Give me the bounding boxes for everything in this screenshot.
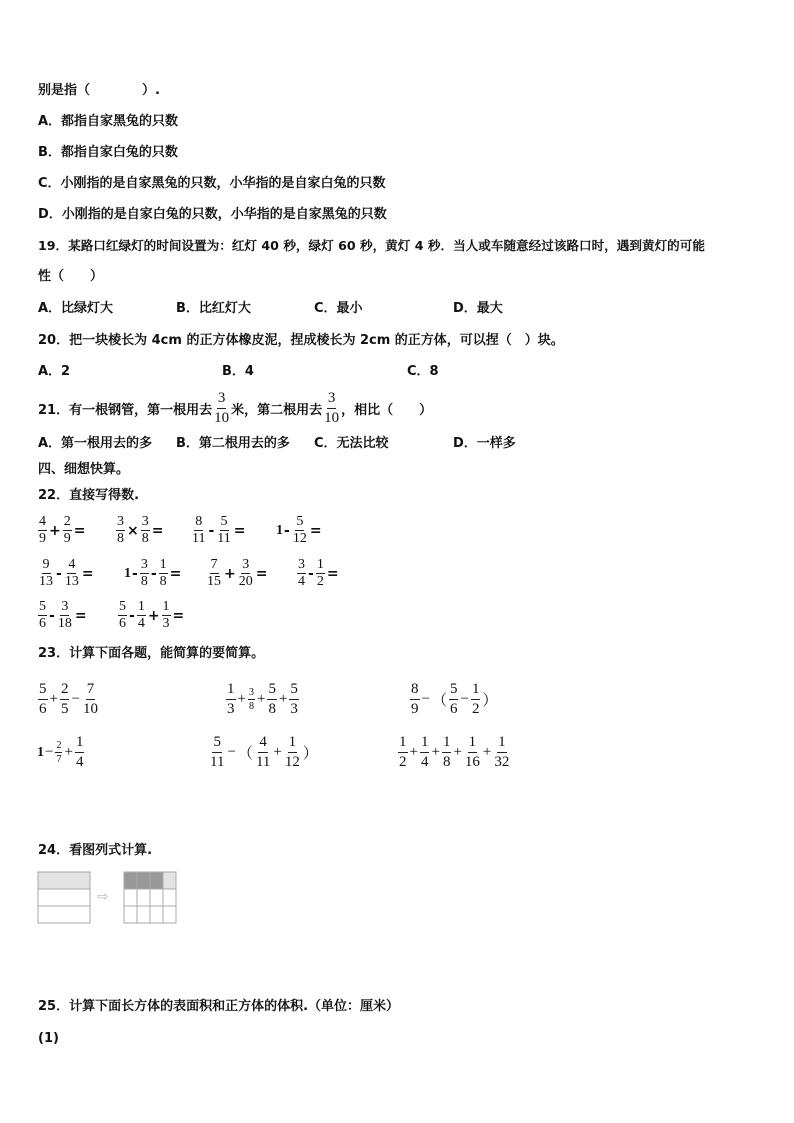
fraction: $\frac{3}{8}$ — [117, 514, 124, 546]
fraction: $\frac{5}{11}$ — [210, 734, 225, 770]
section-four-heading: 四、细想快算。 — [38, 462, 130, 477]
fraction: $\frac{5}{6}$ — [449, 681, 458, 717]
q25-subpart-1: (1) — [38, 1031, 59, 1046]
arrow-right-icon: ⇨ — [97, 889, 109, 905]
q21-option-a: A．第一根用去的多 — [38, 436, 153, 451]
q22-r3-item2: $\frac{5}{6}$ - $\frac{1}{4}$ + $\frac{1}{3}$ = — [119, 599, 185, 631]
fraction: $\frac{1}{2}$ — [471, 681, 480, 717]
q21-option-c: C．无法比较 — [314, 436, 389, 451]
q22-r2-item4: $\frac{3}{4}$ - $\frac{1}{2}$ = — [298, 557, 339, 589]
q23-expression-6: $\frac{1}{2}$ + $\frac{1}{4}$ + $\frac{1}{8}$ + $\frac{1}{16}$ + $\frac{1}{32}$ — [399, 734, 510, 770]
fraction: $\frac{1}{4}$ — [137, 599, 145, 631]
q20-option-a: A．2 — [38, 364, 71, 379]
fraction: $\frac{9}{13}$ — [39, 557, 53, 589]
fraction: $\frac{1}{2}$ — [316, 557, 324, 589]
fraction: $\frac{5}{12}$ — [292, 514, 307, 546]
fraction: $\frac{1}{8}$ — [442, 734, 451, 770]
q20-stem: 20．把一块棱长为 4cm 的正方体橡皮泥，捏成棱长为 2cm 的正方体，可以捏（ ）块。 — [38, 333, 564, 348]
q19-stem-line1: 19．某路口红绿灯的时间设置为：红灯 40 秒，绿灯 60 秒，黄灯 4 秒．当人或车随意经过该路口时，遇到黄灯的可能 — [38, 238, 705, 253]
q22-r1-item2: $\frac{3}{8}$ × $\frac{3}{8}$ = — [117, 514, 164, 546]
fraction: $\frac{2}{9}$ — [63, 514, 71, 546]
q22-r2-item3: $\frac{7}{15}$ + $\frac{3}{20}$ = — [207, 557, 268, 589]
q24-title: 24．看图列式计算. — [38, 843, 153, 858]
q25-title: 25．计算下面长方体的表面积和正方体的体积.（单位：厘米） — [38, 999, 400, 1014]
q19-stem-line2: 性（ ） — [38, 269, 104, 284]
fraction: $\frac{4}{11}$ — [255, 734, 271, 770]
fraction: $\frac{5}{3}$ — [290, 681, 298, 717]
q22-r2-item1: $\frac{9}{13}$ - $\frac{4}{13}$ = — [39, 557, 94, 589]
fraction: $\frac{3}{20}$ — [238, 557, 253, 589]
fraction: $\frac{4}{9}$ — [39, 514, 46, 546]
q23-title: 23．计算下面各题，能简算的要简算。 — [38, 646, 265, 661]
q22-r1-item3: $\frac{8}{11}$ - $\frac{5}{11}$ = — [192, 514, 246, 546]
q19-option-c: C．最小 — [314, 301, 363, 316]
fraction: $\frac{1}{4}$ — [75, 734, 84, 770]
q21-part3: ，相比（ ） — [341, 403, 433, 418]
q22-r1-item1: $\frac{4}{9}$ + $\frac{2}{9}$ = — [39, 514, 86, 546]
q21-fraction-2: $\frac{3}{10}$ — [324, 390, 340, 426]
q21-option-d: D．一样多 — [453, 436, 516, 451]
fraction: $\frac{8}{11}$ — [192, 514, 206, 546]
fraction: $\frac{1}{3}$ — [162, 599, 170, 631]
fraction: $\frac{3}{18}$ — [57, 599, 72, 631]
fraction: $\frac{8}{9}$ — [411, 681, 419, 717]
q24-figure-left — [37, 871, 91, 925]
q23-expression-4: 1 − $\frac{2}{7}$ + $\frac{1}{4}$ — [37, 734, 84, 770]
fraction: $\frac{1}{2}$ — [399, 734, 407, 770]
q19-option-a: A．比绿灯大 — [38, 301, 114, 316]
fraction: $\frac{5}{11}$ — [217, 514, 231, 546]
q21-stem — [38, 390, 432, 427]
q20-option-c: C．8 — [407, 364, 439, 379]
q21-option-b: B．第二根用去的多 — [176, 436, 290, 451]
fraction: $\frac{3}{4}$ — [298, 557, 305, 589]
fraction: $\frac{3}{8}$ — [141, 514, 149, 546]
fraction: $\frac{2}{7}$ — [56, 740, 62, 765]
fraction: $\frac{1}{32}$ — [494, 734, 510, 770]
q18-option-d: D．小刚指的是自家白兔的只数，小华指的是自家黑兔的只数 — [38, 207, 387, 222]
fraction: $\frac{3}{8}$ — [140, 557, 148, 589]
fraction: $\frac{1}{3}$ — [227, 681, 235, 717]
q22-title: 22．直接写得数. — [38, 488, 140, 503]
fraction: $\frac{4}{13}$ — [64, 557, 79, 589]
q21-fraction-1: $\frac{3}{10}$ — [214, 390, 230, 426]
q18-option-c: C．小刚指的是自家黑兔的只数，小华指的是自家白兔的只数 — [38, 176, 386, 191]
fraction: $\frac{7}{15}$ — [207, 557, 221, 589]
fraction: $\frac{1}{8}$ — [159, 557, 167, 589]
q19-option-b: B．比红灯大 — [176, 301, 251, 316]
q22-r2-item2: 1 - $\frac{3}{8}$ - $\frac{1}{8}$ = — [124, 557, 182, 589]
fraction: $\frac{2}{5}$ — [60, 681, 69, 717]
fraction: $\frac{5}{6}$ — [39, 681, 47, 717]
fraction: $\frac{3}{8}$ — [248, 687, 254, 712]
q19-option-d: D．最大 — [453, 301, 503, 316]
q20-option-b: B．4 — [222, 364, 254, 379]
q21-part1: 21．有一根钢管，第一根用去 — [38, 403, 213, 418]
q22-r3-item1: $\frac{5}{6}$ - $\frac{3}{18}$ = — [39, 599, 87, 631]
fraction: $\frac{1}{12}$ — [284, 734, 300, 770]
q21-part2: 米，第二根用去 — [231, 403, 323, 418]
q23-expression-5: $\frac{5}{11}$ − （ $\frac{4}{11}$ + $\frac{1}{12}$ ） — [210, 734, 318, 770]
q18-option-a: A．都指自家黑兔的只数 — [38, 114, 179, 129]
q23-expression-3: $\frac{8}{9}$ − （ $\frac{5}{6}$ − $\frac{1}{2}$ ） — [411, 681, 498, 717]
fraction: $\frac{5}{6}$ — [119, 599, 126, 631]
q23-expression-1: $\frac{5}{6}$ + $\frac{2}{5}$ − $\frac{7}{10}$ — [39, 681, 98, 717]
q18-option-b: B．都指自家白兔的只数 — [38, 145, 178, 160]
fraction: $\frac{5}{8}$ — [268, 681, 276, 717]
q24-figure-right — [123, 871, 177, 925]
q22-r1-item4: 1 - $\frac{5}{12}$ = — [276, 514, 322, 546]
fraction: $\frac{7}{10}$ — [82, 681, 98, 717]
q18-stem-tail: 别是指（ ）. — [38, 83, 160, 98]
fraction: $\frac{5}{6}$ — [39, 599, 46, 631]
q23-expression-2: $\frac{1}{3}$ + $\frac{3}{8}$ + $\frac{5}{8}$ + $\frac{5}{3}$ — [227, 681, 298, 717]
fraction: $\frac{1}{16}$ — [464, 734, 480, 770]
fraction: $\frac{1}{4}$ — [420, 734, 429, 770]
